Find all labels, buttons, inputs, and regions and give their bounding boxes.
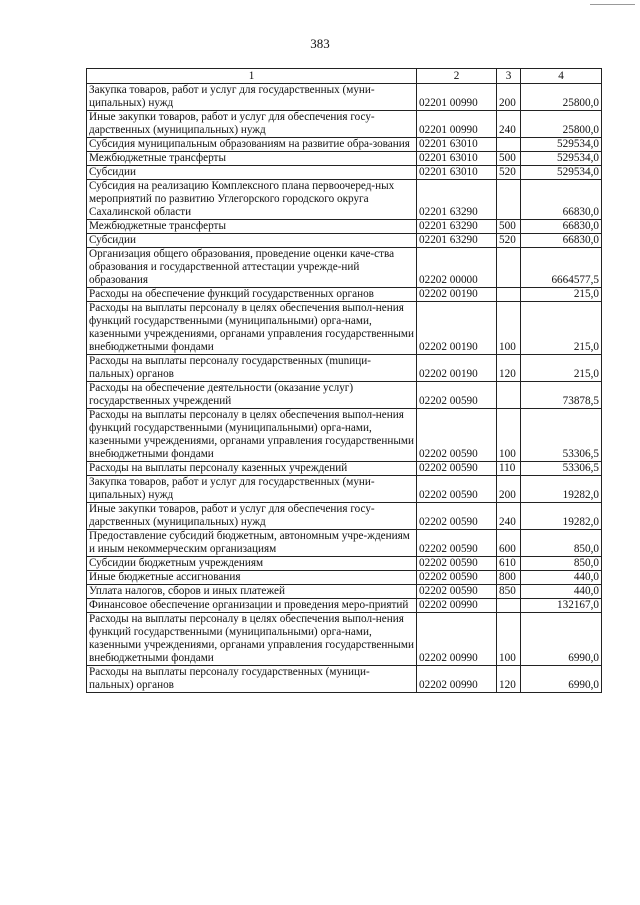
table-row <box>87 382 602 409</box>
row-type <box>497 288 521 302</box>
row-name: Расходы на выплаты персоналу государственных (муници-пальных) органов <box>87 666 417 693</box>
table-row <box>87 503 602 530</box>
row-sum: 440,0 <box>521 585 602 599</box>
row-type: 600 <box>497 530 521 557</box>
row-name: Финансовое обеспечение организации и проведения меро-приятий <box>87 599 417 613</box>
header-col-3: 3 <box>497 69 521 84</box>
row-name: Межбюджетные трансферты <box>87 220 417 234</box>
row-name: Иные закупки товаров, работ и услуг для обеспечения госу-дарственных (муниципальных) нужд <box>87 111 417 138</box>
row-code: 02202 00000 <box>417 248 497 288</box>
row-sum: 66830,0 <box>521 180 602 220</box>
table-row <box>87 220 602 234</box>
table-row <box>87 530 602 557</box>
table-row <box>87 288 602 302</box>
row-code: 02202 00590 <box>417 530 497 557</box>
budget-table <box>86 68 602 693</box>
row-code: 02202 00190 <box>417 302 497 355</box>
row-type <box>497 248 521 288</box>
row-name: Расходы на выплаты персоналу в целях обеспечения выпол-нения функций государственными (муниципальными) орга-нами, казенными учреждениями, органами управления государственными внебюджетными фондами <box>87 613 417 666</box>
row-sum: 73878,5 <box>521 382 602 409</box>
row-name: Расходы на выплаты персоналу казенных учреждений <box>87 462 417 476</box>
row-sum: 850,0 <box>521 557 602 571</box>
row-code: 02202 00590 <box>417 462 497 476</box>
row-code: 02201 63010 <box>417 138 497 152</box>
row-type: 200 <box>497 84 521 111</box>
table-row <box>87 571 602 585</box>
row-name: Межбюджетные трансферты <box>87 152 417 166</box>
row-type: 100 <box>497 409 521 462</box>
row-type <box>497 382 521 409</box>
row-code: 02202 00590 <box>417 409 497 462</box>
header-col-1: 1 <box>87 69 417 84</box>
row-sum: 215,0 <box>521 355 602 382</box>
row-type: 120 <box>497 355 521 382</box>
row-name: Расходы на обеспечение деятельности (оказание услуг) государственных учреждений <box>87 382 417 409</box>
row-sum: 25800,0 <box>521 111 602 138</box>
row-type: 200 <box>497 476 521 503</box>
row-name: Расходы на выплаты персоналу в целях обеспечения выпол-нения функций государственными (муниципальными) орга-нами, казенными учреждениями, органами управления государственными внебюджетными фондами <box>87 409 417 462</box>
header-col-2: 2 <box>417 69 497 84</box>
row-code: 02202 00590 <box>417 503 497 530</box>
page-number: 383 <box>310 36 330 51</box>
row-name: Расходы на выплаты персоналу государственных (munици-пальных) органов <box>87 355 417 382</box>
row-name: Субсидии <box>87 166 417 180</box>
row-sum: 132167,0 <box>521 599 602 613</box>
row-type: 850 <box>497 585 521 599</box>
row-name: Уплата налогов, сборов и иных платежей <box>87 585 417 599</box>
row-code: 02201 63010 <box>417 152 497 166</box>
row-sum: 529534,0 <box>521 166 602 180</box>
table-row <box>87 248 602 288</box>
table-row <box>87 234 602 248</box>
row-type: 610 <box>497 557 521 571</box>
row-type <box>497 180 521 220</box>
row-name: Иные закупки товаров, работ и услуг для обеспечения госу-дарственных (муниципальных) нужд <box>87 503 417 530</box>
table-row <box>87 111 602 138</box>
table-row <box>87 409 602 462</box>
table-row <box>87 476 602 503</box>
row-type: 100 <box>497 302 521 355</box>
header-col-4: 4 <box>521 69 602 84</box>
row-code: 02202 00590 <box>417 585 497 599</box>
table-body <box>87 84 602 693</box>
row-sum: 53306,5 <box>521 409 602 462</box>
row-sum: 25800,0 <box>521 84 602 111</box>
row-sum: 6990,0 <box>521 613 602 666</box>
row-name: Организация общего образования, проведение оценки каче-ства образования и государственной аттестации учрежде-ний образования <box>87 248 417 288</box>
row-code: 02202 00990 <box>417 666 497 693</box>
row-name: Предоставление субсидий бюджетным, автономным учре-ждениям и иным некоммерческим организациям <box>87 530 417 557</box>
row-code: 02201 63010 <box>417 166 497 180</box>
row-name: Субсидия на реализацию Комплексного плана первоочеред-ных мероприятий по развитию Углегорского городского округа Сахалинской области <box>87 180 417 220</box>
table-row <box>87 599 602 613</box>
table-row <box>87 84 602 111</box>
row-sum: 215,0 <box>521 302 602 355</box>
table-row <box>87 613 602 666</box>
row-type: 500 <box>497 152 521 166</box>
row-sum: 215,0 <box>521 288 602 302</box>
row-type <box>497 138 521 152</box>
row-sum: 53306,5 <box>521 462 602 476</box>
row-code: 02201 63290 <box>417 180 497 220</box>
row-name: Закупка товаров, работ и услуг для государственных (муни-ципальных) нужд <box>87 84 417 111</box>
row-type <box>497 599 521 613</box>
row-code: 02202 00590 <box>417 571 497 585</box>
row-code: 02202 00590 <box>417 476 497 503</box>
table-row <box>87 585 602 599</box>
row-type: 500 <box>497 220 521 234</box>
row-name: Закупка товаров, работ и услуг для государственных (муни-ципальных) нужд <box>87 476 417 503</box>
row-type: 520 <box>497 234 521 248</box>
row-type: 520 <box>497 166 521 180</box>
row-code: 02202 00590 <box>417 557 497 571</box>
row-code: 02202 00990 <box>417 599 497 613</box>
row-code: 02201 00990 <box>417 111 497 138</box>
row-code: 02201 00990 <box>417 84 497 111</box>
row-sum: 66830,0 <box>521 220 602 234</box>
table-row <box>87 166 602 180</box>
row-type: 240 <box>497 111 521 138</box>
row-sum: 440,0 <box>521 571 602 585</box>
row-type: 100 <box>497 613 521 666</box>
row-code: 02201 63290 <box>417 220 497 234</box>
row-sum: 19282,0 <box>521 476 602 503</box>
row-type: 120 <box>497 666 521 693</box>
row-type: 800 <box>497 571 521 585</box>
row-sum: 529534,0 <box>521 138 602 152</box>
row-name: Иные бюджетные ассигнования <box>87 571 417 585</box>
row-sum: 66830,0 <box>521 234 602 248</box>
row-type: 240 <box>497 503 521 530</box>
row-name: Расходы на обеспечение функций государственных органов <box>87 288 417 302</box>
table-row <box>87 462 602 476</box>
row-code: 02202 00190 <box>417 355 497 382</box>
table-row <box>87 557 602 571</box>
header-row <box>87 69 602 84</box>
row-code: 02202 00190 <box>417 288 497 302</box>
table-row <box>87 152 602 166</box>
table-row <box>87 302 602 355</box>
row-sum: 6990,0 <box>521 666 602 693</box>
row-name: Субсидии <box>87 234 417 248</box>
table-row <box>87 666 602 693</box>
table-row <box>87 355 602 382</box>
row-sum: 19282,0 <box>521 503 602 530</box>
row-sum: 6664577,5 <box>521 248 602 288</box>
row-code: 02202 00590 <box>417 382 497 409</box>
row-name: Субсидия муниципальным образованиям на развитие обра-зования <box>87 138 417 152</box>
table-row <box>87 180 602 220</box>
row-code: 02201 63290 <box>417 234 497 248</box>
scan-mark <box>590 4 635 5</box>
row-code: 02202 00990 <box>417 613 497 666</box>
row-type: 110 <box>497 462 521 476</box>
row-name: Расходы на выплаты персоналу в целях обеспечения выпол-нения функций государственными (муниципальными) орга-нами, казенными учреждениями, органами управления государственными внебюджетными фондами <box>87 302 417 355</box>
row-name: Субсидии бюджетным учреждениям <box>87 557 417 571</box>
row-sum: 850,0 <box>521 530 602 557</box>
table-row <box>87 138 602 152</box>
row-sum: 529534,0 <box>521 152 602 166</box>
